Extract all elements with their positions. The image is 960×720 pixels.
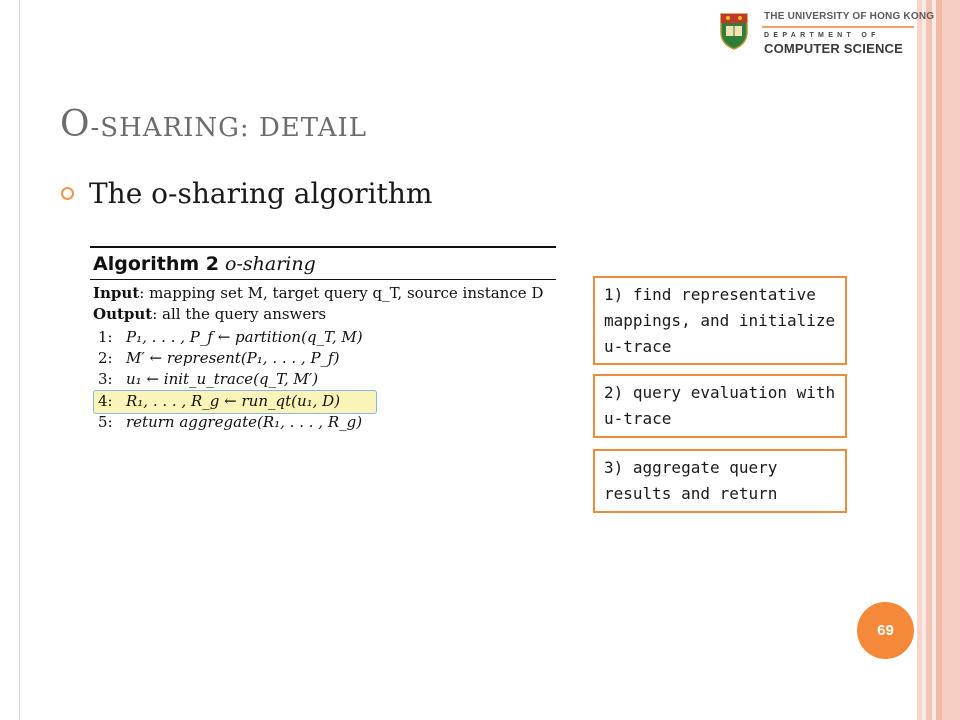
- title-rest: -SHARING: DETAIL: [90, 113, 368, 143]
- page-number-badge: 69: [857, 602, 914, 659]
- algorithm-figure: [90, 246, 556, 436]
- algorithm-output: Output: all the query answers: [93, 305, 327, 323]
- algorithm-step: 5: return aggregate(R₁, . . . , R_g): [98, 413, 363, 431]
- algorithm-mid-rule: [90, 279, 556, 280]
- algorithm-step: 3: u₁ ← init_u_trace(q_T, M′): [98, 370, 319, 388]
- logo-department-name: COMPUTER SCIENCE: [764, 41, 903, 56]
- algorithm-input: Input: mapping set M, target query q_T, source instance D: [93, 284, 544, 302]
- title-initial: O: [60, 104, 91, 145]
- algorithm-step: 2: M′ ← represent(P₁, . . . , P_f): [98, 349, 340, 367]
- left-margin-line: [19, 0, 20, 720]
- bullet-icon: [61, 187, 74, 200]
- decor-stripe: [942, 0, 960, 720]
- logo-department-label: DEPARTMENT OF: [764, 32, 880, 39]
- algorithm-step-highlighted: 4: R₁, . . . , R_g ← run_qt(u₁, D): [98, 392, 341, 410]
- bullet-text: The o-sharing algorithm: [89, 177, 433, 210]
- callout-step-2: 2) query evaluation with u-trace: [593, 374, 847, 438]
- algorithm-heading: Algorithm 2 o-sharing: [93, 253, 316, 275]
- callout-step-3: 3) aggregate query results and return: [593, 449, 847, 513]
- slide-title: [60, 104, 367, 145]
- university-logo: [716, 10, 935, 60]
- algorithm-top-rule: [90, 246, 556, 248]
- logo-university-name: THE UNIVERSITY OF HONG KONG: [764, 11, 935, 22]
- logo-divider: [762, 26, 914, 28]
- algorithm-step: 1: P₁, . . . , P_f ← partition(q_T, M): [98, 328, 363, 346]
- callout-step-1: 1) find representative mappings, and initialize u-trace: [593, 276, 847, 365]
- university-crest-icon: [719, 12, 749, 50]
